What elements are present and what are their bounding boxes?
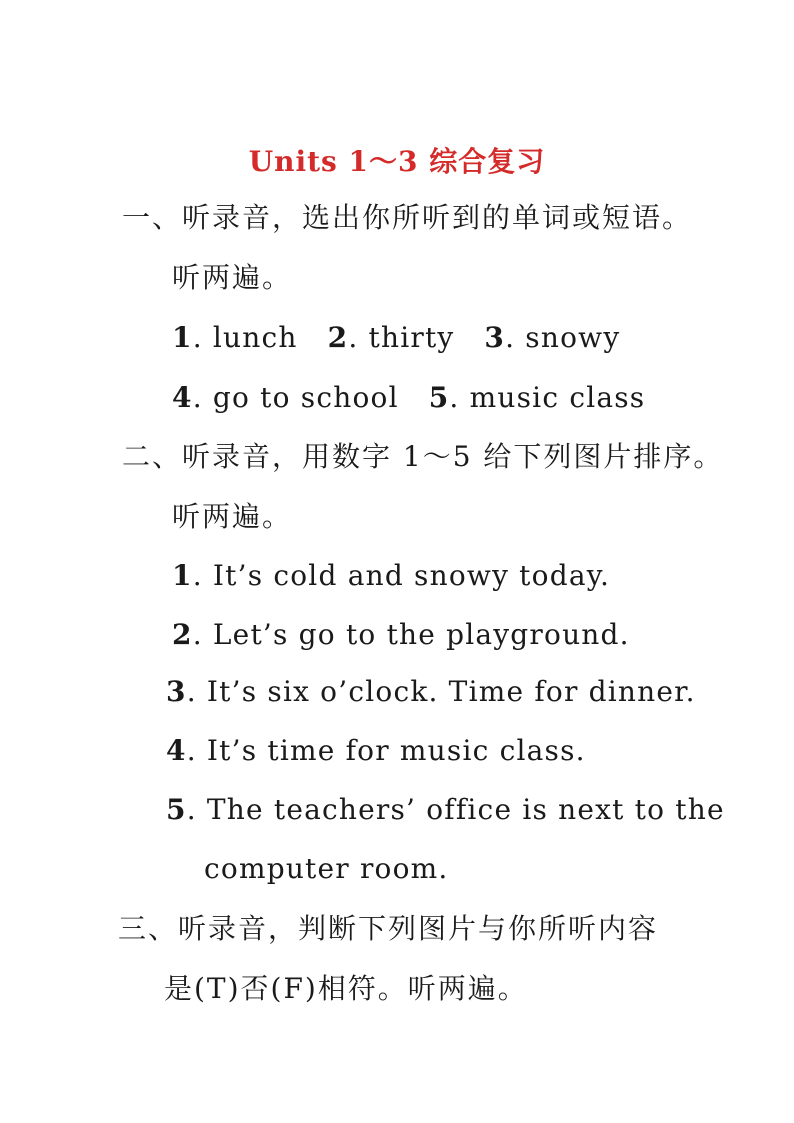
section1-row2 bbox=[172, 378, 645, 418]
list-item: 1. It’s cold and snowy today. bbox=[172, 559, 611, 592]
section1-subheading: 听两遍。 bbox=[172, 261, 293, 294]
page-title: Units 1～3 综合复习 bbox=[248, 145, 546, 178]
section2-subheading: 听两遍。 bbox=[172, 500, 293, 533]
list-item: 1. lunch bbox=[172, 321, 298, 354]
list-item: 4. It’s time for music class. bbox=[166, 734, 586, 767]
list-item: 3. It’s six o’clock. Time for dinner. bbox=[166, 675, 696, 708]
section1-row1 bbox=[172, 318, 620, 358]
list-item-continuation: computer room. bbox=[204, 852, 449, 885]
section3-heading: 三、听录音，判断下列图片与你所听内容 bbox=[118, 912, 659, 945]
list-item: 2. thirty bbox=[327, 321, 455, 354]
list-item: 5. The teachers’ office is next to the bbox=[166, 793, 725, 826]
list-item: 4. go to school bbox=[172, 381, 399, 414]
section1-heading: 一、听录音，选出你所听到的单词或短语。 bbox=[122, 201, 693, 234]
list-item: 5. music class bbox=[428, 381, 646, 414]
section2-heading: 二、听录音，用数字 1～5 给下列图片排序。 bbox=[122, 440, 724, 473]
list-item: 3. snowy bbox=[484, 321, 621, 354]
section3-subheading: 是(T)否(F)相符。听两遍。 bbox=[164, 972, 528, 1005]
list-item: 2. Let’s go to the playground. bbox=[172, 618, 630, 651]
